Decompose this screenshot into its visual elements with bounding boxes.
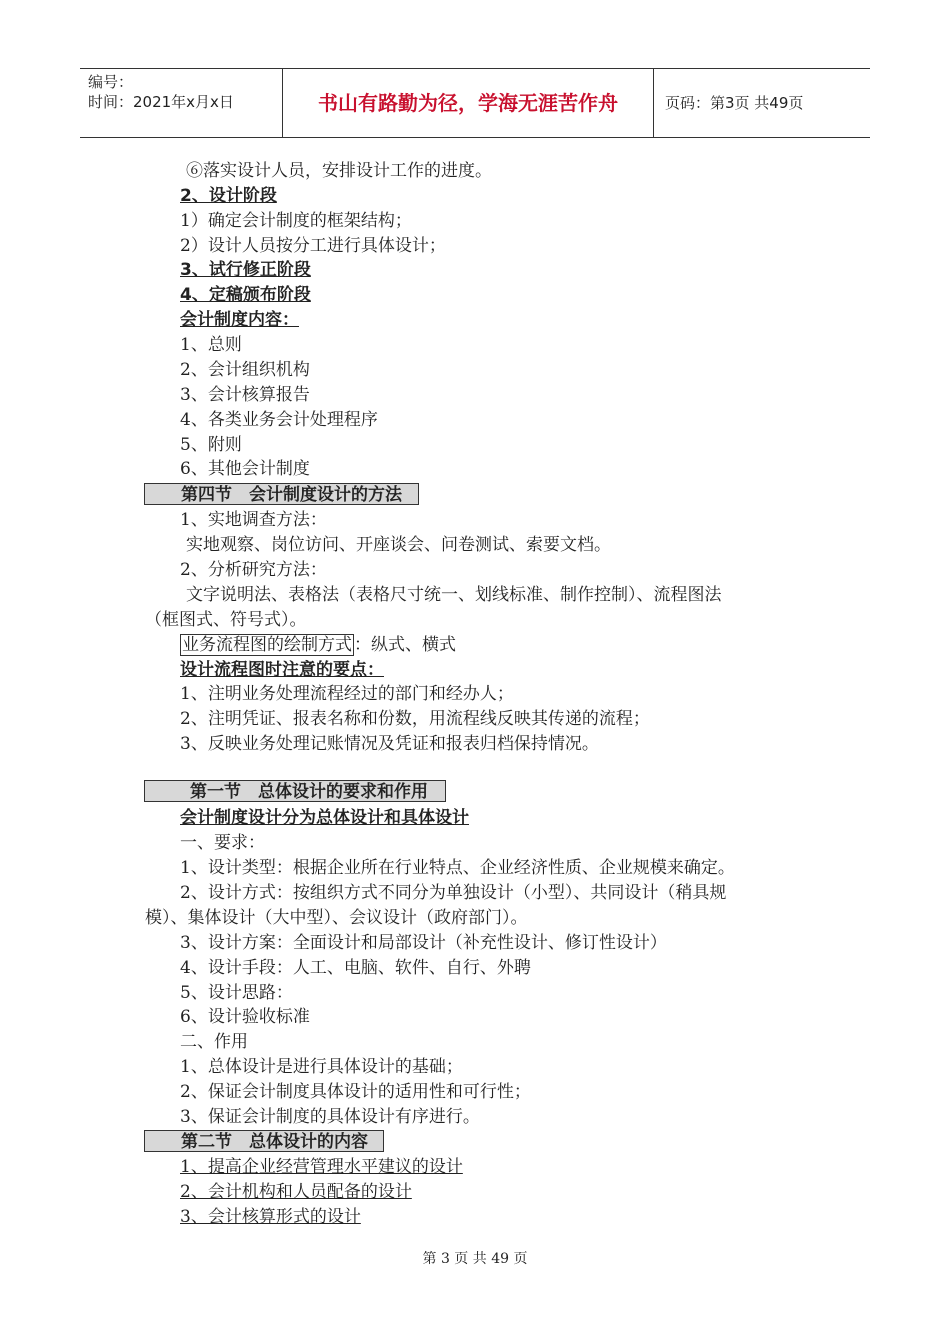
list-item: 1、注明业务处理流程经过的部门和经办人； bbox=[180, 684, 514, 704]
time-label: 时间：2021年x月x日 bbox=[88, 93, 234, 111]
list-item: 4、设计手段：人工、电脑、软件、自行、外聘 bbox=[180, 958, 531, 978]
list-item: 3、会计核算形式的设计 bbox=[180, 1207, 361, 1227]
list-item: 2、设计方式：按组织方式不同分为单独设计（小型）、共同设计（稍具规 bbox=[180, 883, 727, 903]
list-item: 2、会计组织机构 bbox=[180, 360, 310, 380]
content-heading: 会计制度内容： bbox=[180, 310, 299, 330]
list-item: 6、设计验收标准 bbox=[180, 1007, 310, 1027]
list-item: 3、保证会计制度的具体设计有序进行。 bbox=[180, 1107, 480, 1127]
stage-heading: 4、定稿颁布阶段 bbox=[180, 285, 311, 305]
section-heading-1: 第一节 总体设计的要求和作用 bbox=[144, 780, 446, 802]
section-heading-2: 第二节 总体设计的内容 bbox=[144, 1130, 384, 1152]
list-item: 5、附则 bbox=[180, 435, 242, 455]
section-heading-4: 第四节 会计制度设计的方法 bbox=[144, 483, 419, 505]
subsection-heading: 会计制度设计分为总体设计和具体设计 bbox=[180, 808, 469, 828]
list-item: 2、保证会计制度具体设计的适用性和可行性； bbox=[180, 1082, 531, 1102]
list-item: 4、各类业务会计处理程序 bbox=[180, 410, 378, 430]
text-line: 文字说明法、表格法（表格尺寸统一、划线标准、制作控制）、流程图法 bbox=[186, 585, 722, 605]
list-item: 3、反映业务处理记账情况及凭证和报表归档保持情况。 bbox=[180, 734, 599, 754]
list-item: 1、提高企业经营管理水平建议的设计 bbox=[180, 1157, 463, 1177]
text-line: 2）设计人员按分工进行具体设计； bbox=[180, 236, 446, 256]
header-meta bbox=[80, 69, 282, 137]
text-line: ⑥落实设计人员，安排设计工作的进度。 bbox=[186, 161, 492, 181]
flowchart-method-line bbox=[180, 634, 456, 656]
header-motto: 书山有路勤为径，学海无涯苦作舟 bbox=[282, 69, 654, 137]
stage-heading: 3、试行修正阶段 bbox=[180, 260, 311, 280]
list-item: 1、设计类型：根据企业所在行业特点、企业经济性质、企业规模来确定。 bbox=[180, 858, 735, 878]
text-line: 一、要求： bbox=[180, 833, 265, 853]
key-points-heading: 设计流程图时注意的要点： bbox=[180, 660, 384, 680]
list-item: 1、总则 bbox=[180, 335, 242, 355]
text-line: 1、实地调查方法： bbox=[180, 510, 327, 530]
text-line: 实地观察、岗位访问、开座谈会、问卷测试、索要文档。 bbox=[186, 535, 611, 555]
list-item: 3、设计方案：全面设计和局部设计（补充性设计、修订性设计） bbox=[180, 933, 667, 953]
page-header bbox=[80, 68, 870, 138]
list-item: 2、注明凭证、报表名称和份数，用流程线反映其传递的流程； bbox=[180, 709, 650, 729]
list-item: 2、会计机构和人员配备的设计 bbox=[180, 1182, 412, 1202]
list-item: 6、其他会计制度 bbox=[180, 459, 310, 479]
list-item: 3、会计核算报告 bbox=[180, 385, 310, 405]
text-span: ：纵式、横式 bbox=[354, 635, 456, 655]
list-item: 5、设计思路： bbox=[180, 983, 293, 1003]
text-line: 1）确定会计制度的框架结构； bbox=[180, 211, 412, 231]
list-item: 1、总体设计是进行具体设计的基础； bbox=[180, 1057, 463, 1077]
stage-heading: 2、设计阶段 bbox=[180, 186, 277, 206]
text-line: 模）、集体设计（大中型）、会议设计（政府部门）。 bbox=[145, 908, 528, 928]
header-page-info: 页码：第3页 共49页 bbox=[665, 94, 804, 112]
boxed-term: 业务流程图的绘制方式 bbox=[182, 635, 352, 655]
text-line: （框图式、符号式）。 bbox=[145, 610, 307, 630]
text-line: 二、作用 bbox=[180, 1032, 248, 1052]
page-footer: 第 3 页 共 49 页 bbox=[422, 1251, 528, 1267]
code-label: 编号： bbox=[88, 73, 134, 91]
text-line: 2、分析研究方法： bbox=[180, 560, 327, 580]
